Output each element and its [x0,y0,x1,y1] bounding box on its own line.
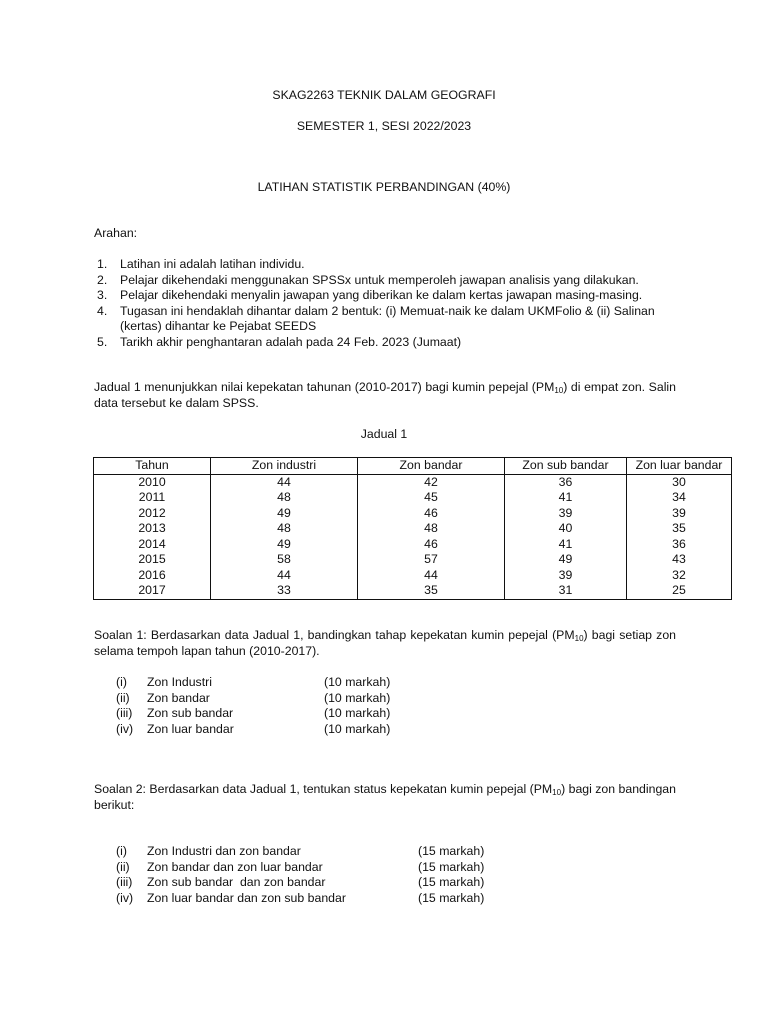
table-cell: 36 [505,474,627,490]
table-cell: 58 [211,552,358,568]
table-row [94,521,732,537]
table-row [94,568,732,584]
table-cell: 35 [358,583,505,599]
table-cell: 2011 [94,490,211,506]
table-cell: 34 [627,490,732,506]
table-cell: 43 [627,552,732,568]
table-row [94,506,732,522]
item-marks: (15 markah) [418,875,485,889]
table-cell: 2012 [94,506,211,522]
table-cell: 41 [505,537,627,553]
table-cell: 46 [358,537,505,553]
table-cell: 44 [211,568,358,584]
column-header: Zon industri [211,458,358,475]
question-2-text: Soalan 2: Berdasarkan data Jadual 1, tentukan status kepekatan kumin pepejal $(PM_{10})$ bagi zon bandingan berikut: [94,782,676,812]
table-cell: 30 [627,474,732,490]
table-cell: 2014 [94,537,211,553]
item-label: Zon bandar dan zon luar bandar [147,859,323,874]
instruction-number: 4. [97,303,108,318]
table-cell: 49 [505,552,627,568]
table-cell: 49 [211,506,358,522]
instruction-item [94,273,676,289]
subscript: 10 [554,386,564,395]
item-number: (iv) [116,721,134,736]
intro-paragraph: Jadual 1 menunjukkan nilai kepekatan tahunan (2010-2017) bagi kumin pepejal $(PM_{10})$ di empat zon. Salin data tersebut ke dalam SPSS. [94,380,676,410]
table-caption: Jadual 1 [360,427,408,441]
item-number: (iv) [116,890,134,905]
item-number: (ii) [116,859,130,874]
table-cell: 57 [358,552,505,568]
column-header: Zon luar bandar [627,458,732,475]
table-cell: 35 [627,521,732,537]
table-cell: 2013 [94,521,211,537]
item-marks: (15 markah) [418,844,485,858]
column-header: Tahun [94,458,211,475]
item-marks: (10 markah) [324,690,391,705]
item-label: Zon sub bandar [147,706,234,720]
instruction-number: 5. [97,334,108,349]
table-cell: 2017 [94,583,211,599]
item-marks: (15 markah) [418,859,485,874]
question-1-text: Soalan 1: Berdasarkan data Jadual 1, bandingkan tahap kepekatan kumin pepejal $(PM_{10})$ bagi setiap zon selama tempoh lapan tahun (2010-2017). [94,628,677,658]
instruction-number: 2. [97,272,108,287]
table-cell: 31 [505,583,627,599]
item-label: Zon luar bandar dan zon sub bandar [147,890,346,905]
instruction-text: Latihan ini adalah latihan individu. [120,257,305,271]
table-cell: 46 [358,506,505,522]
item-label: Zon luar bandar [147,721,234,736]
item-marks: (15 markah) [418,890,485,905]
table-row [94,537,732,553]
table-cell: 2015 [94,552,211,568]
instruction-text: Pelajar dikehendaki menyalin jawapan yang diberikan ke dalam kertas jawapan masing-masing. [120,288,643,302]
table-cell: 2016 [94,568,211,584]
table-row [94,552,732,568]
table-cell: 36 [627,537,732,553]
table-cell: 25 [627,583,732,599]
table-cell: 45 [358,490,505,506]
item-marks: (10 markah) [324,675,391,689]
item-marks: (10 markah) [324,706,391,720]
item-number: (iii) [116,706,133,720]
table-cell: 32 [627,568,732,584]
table-cell: 44 [211,474,358,490]
instruction-number: 3. [97,288,108,302]
table-cell: 42 [358,474,505,490]
table-cell: 39 [627,506,732,522]
table-cell: 40 [505,521,627,537]
instruction-number: 1. [97,257,108,271]
instruction-text: Tarikh akhir penghantaran adalah pada 24 Feb. 2023 (Jumaat) [120,334,462,349]
table-cell: 48 [211,490,358,506]
table-cell: 39 [505,506,627,522]
item-number: (iii) [116,875,133,889]
table-cell: 39 [505,568,627,584]
data-table [93,457,732,600]
assignment-title: LATIHAN STATISTIK PERBANDINGAN (40%) [257,180,511,194]
column-header: Zon bandar [358,458,505,475]
table-cell: 44 [358,568,505,584]
instruction-item [94,304,676,335]
instruction-item [94,288,676,304]
subscript: 10 [574,634,584,643]
item-number: (i) [116,844,127,858]
instruction-text: Pelajar dikehendaki menggunakan SPSSx untuk memperoleh jawapan analisis yang dilakukan. [120,272,639,287]
table-header-row [94,458,732,475]
item-number: (i) [116,675,127,689]
table-cell: 2010 [94,474,211,490]
semester-title: SEMESTER 1, SESI 2022/2023 [296,119,472,133]
item-label: Zon sub bandar dan zon bandar [147,875,326,889]
table-cell: 49 [211,537,358,553]
instruction-item [94,257,676,273]
column-header: Zon sub bandar [505,458,627,475]
table-cell: 33 [211,583,358,599]
table-cell: 48 [211,521,358,537]
item-label: Zon Industri dan zon bandar [147,844,301,858]
instruction-text: Tugasan ini hendaklah dihantar dalam 2 bentuk: (i) Memuat-naik ke dalam UKMFolio & (ii) Salinan (kertas) dihantar ke Pejabat SEEDS [120,303,655,333]
instruction-item [94,335,676,351]
course-title: SKAG2263 TEKNIK DALAM GEOGRAFI [272,88,496,102]
item-label: Zon bandar [147,690,210,705]
table-row [94,474,732,490]
instructions-heading: Arahan: [94,226,138,240]
table-cell: 48 [358,521,505,537]
instructions-list [94,257,676,350]
table-row [94,490,732,506]
subscript: 10 [552,788,562,797]
table-cell: 41 [505,490,627,506]
item-number: (ii) [116,690,130,705]
item-marks: (10 markah) [324,721,391,736]
table-row [94,583,732,599]
item-label: Zon Industri [147,675,212,689]
